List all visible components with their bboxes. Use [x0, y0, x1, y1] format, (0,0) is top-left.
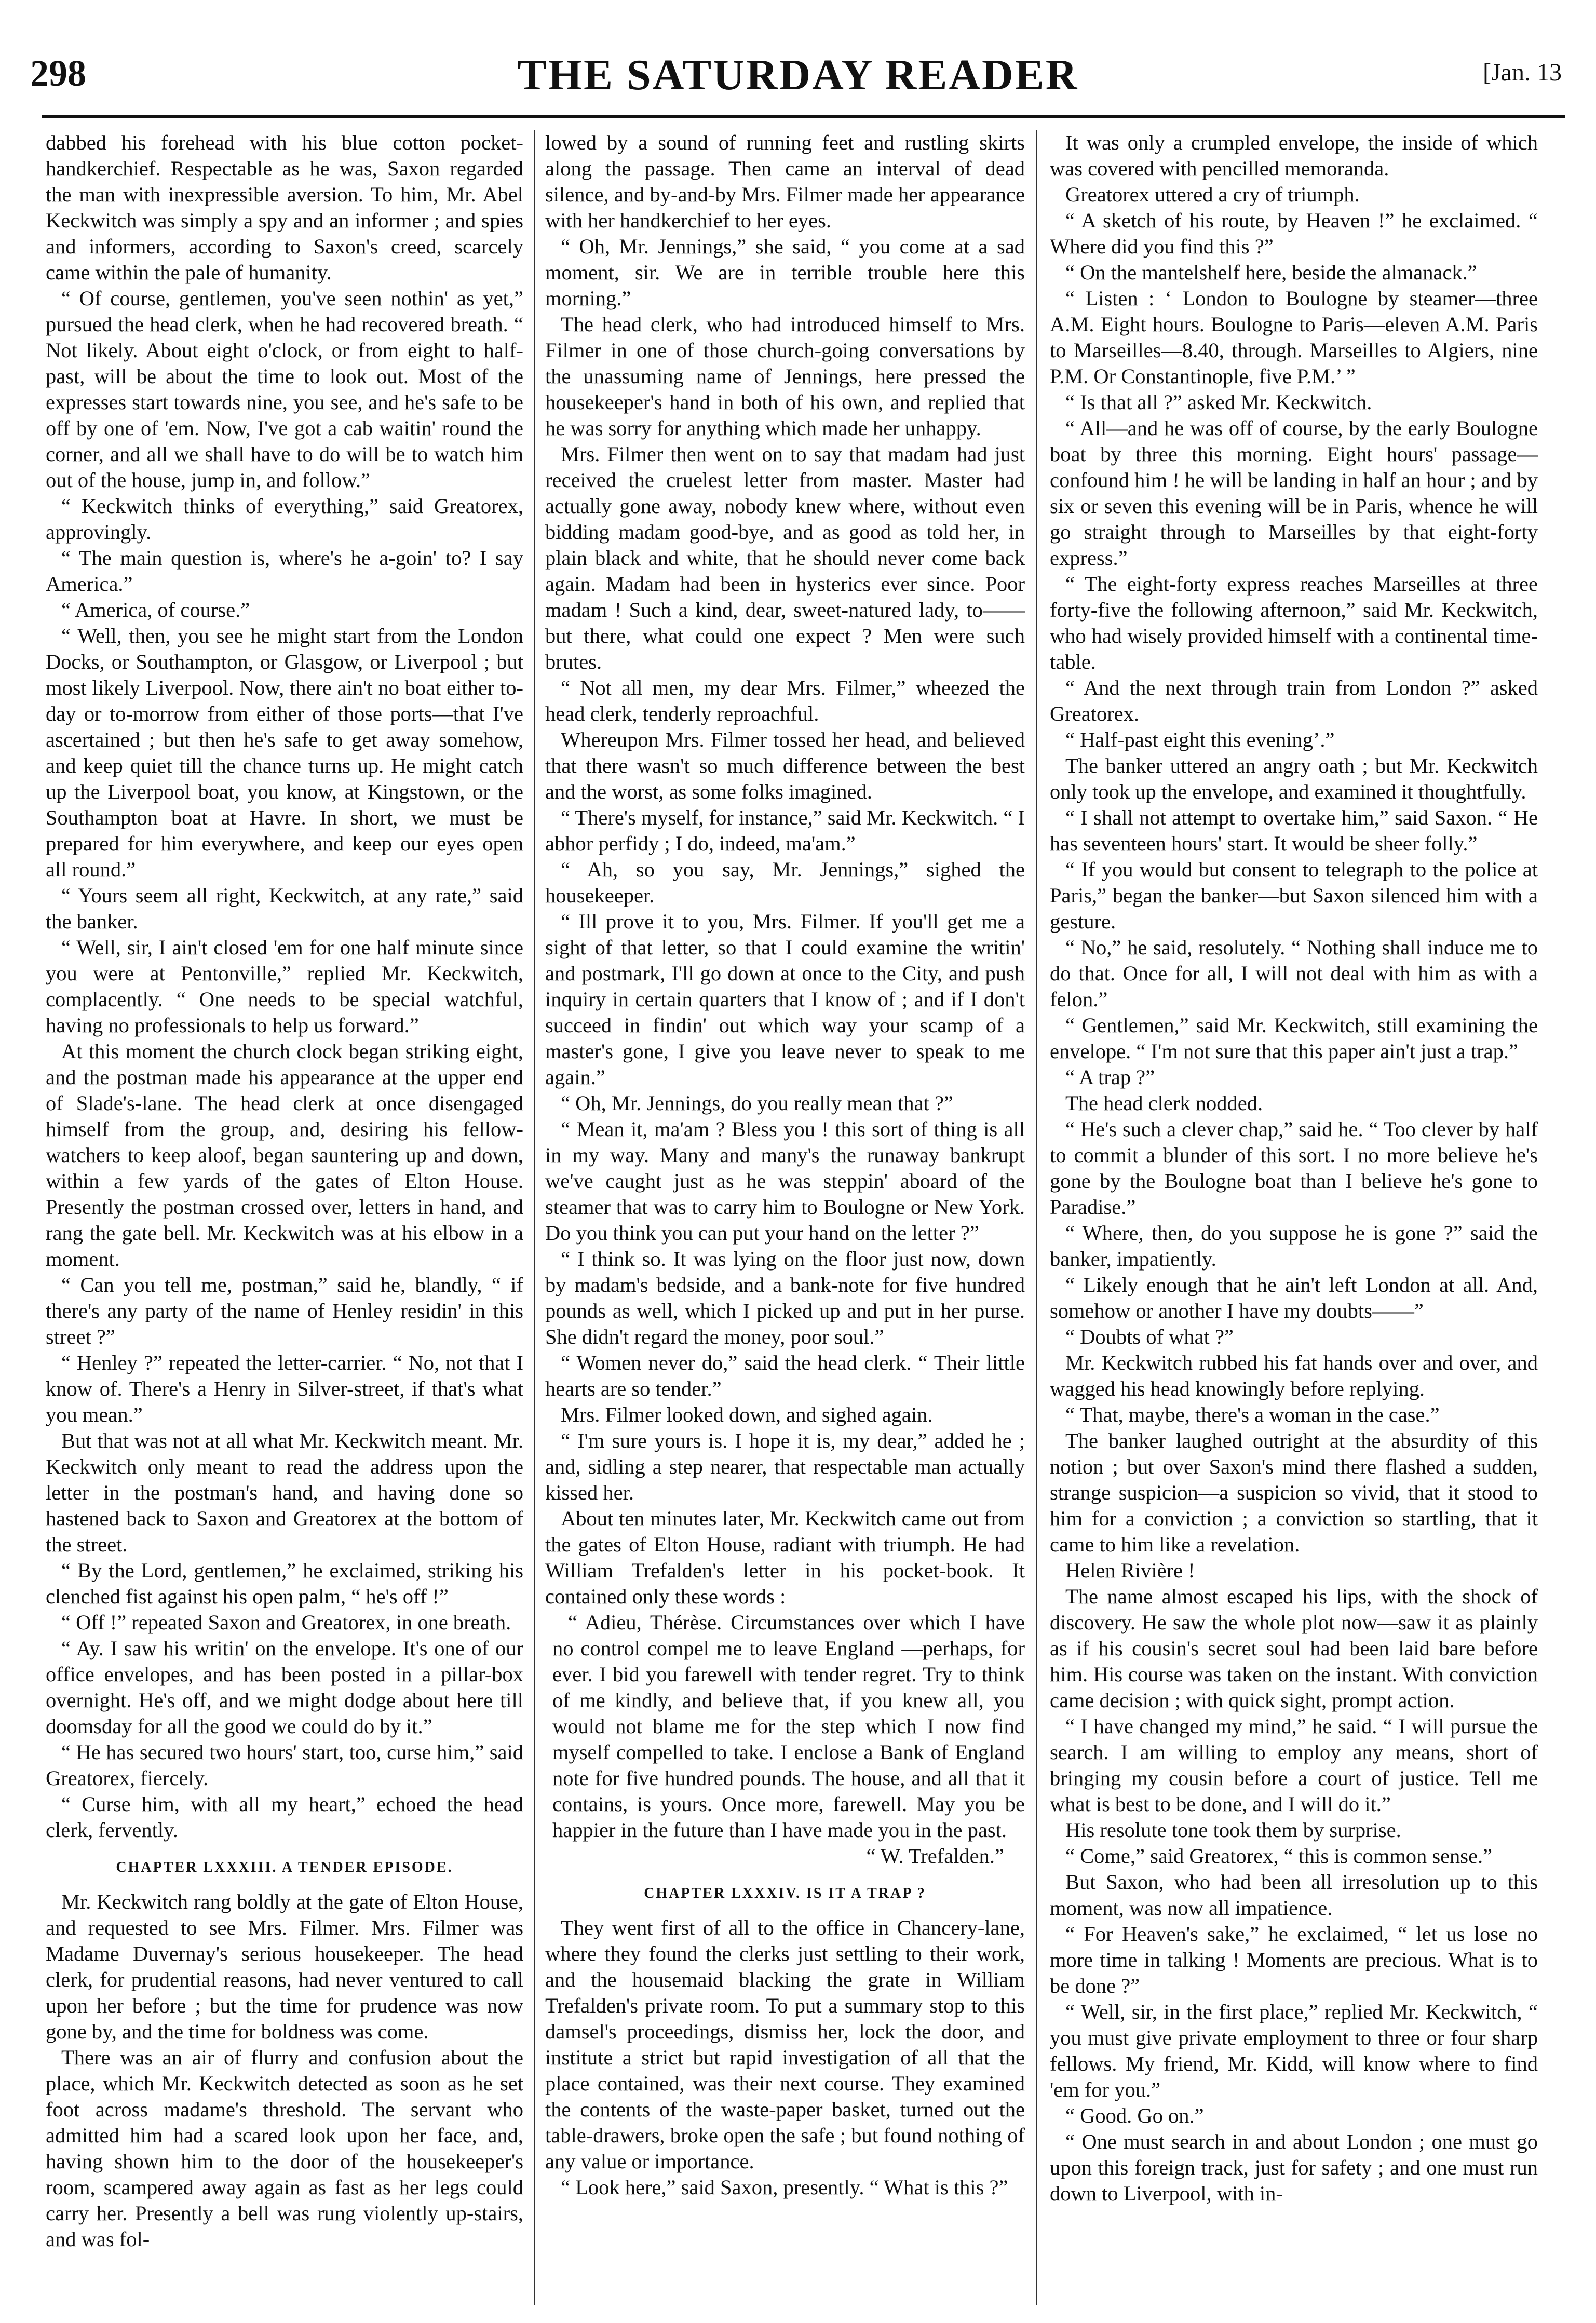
issue-date: [Jan. 13	[1483, 59, 1562, 86]
paragraph: “ For Heaven's sake,” he exclaimed, “ let us lose no more time in talking ! Moments are precious. What is to be done ?”	[1050, 1922, 1538, 1997]
paragraph: “ Curse him, with all my heart,” echoed the head clerk, fervently.	[46, 1792, 523, 1842]
paragraph: “ I shall not attempt to overtake him,” said Saxon. “ He has seventeen hours' start. It would be sheer folly.”	[1050, 806, 1538, 855]
masthead-title: THE SATURDAY READER	[517, 51, 1079, 99]
paragraph: “ A sketch of his route, by Heaven !” he exclaimed. “ Where did you find this ?”	[1050, 209, 1538, 258]
paragraph: “ Can you tell me, postman,” said he, blandly, “ if there's any party of the name of Henley residin' in this street ?”	[46, 1273, 523, 1348]
paragraph: “ Not all men, my dear Mrs. Filmer,” wheezed the head clerk, tenderly reproachful.	[545, 676, 1025, 725]
paragraph: “ No,” he said, resolutely. “ Nothing shall induce me to do that. Once for all, I will not deal with him as with a felon.”	[1050, 936, 1538, 1011]
paragraph: Helen Rivière !	[1065, 1559, 1195, 1582]
paragraph: There was an air of flurry and confusion about the place, which Mr. Keckwitch detected as soon as he set foot across madame's threshold. The servant who admitted him had a scared look upon her face, and, having shown him to the door of the housekeeper's room, scampered away again as fast as her legs could carry her. Presently a bell was rung violently up-stairs, and was fol-	[46, 2046, 523, 2251]
paragraph: “ Keckwitch thinks of everything,” said Greatorex, approvingly.	[46, 494, 523, 544]
chapter-heading: CHAPTER LXXXIII. A TENDER EPISODE.	[116, 1859, 453, 1875]
chapter-heading: CHAPTER LXXXIV. IS IT A TRAP ?	[644, 1885, 926, 1901]
letter-signature: “ W. Trefalden.”	[866, 1844, 1004, 1868]
paragraph: “ Of course, gentlemen, you've seen nothin' as yet,” pursued the head clerk, when he had recovered breath. “ Not likely. About eight o'clock, or from eight to half-past, will be about the time to look out. Most of the expresses start towards nine, you see, and he's safe to be off by one of 'em. Now, I've got a cab waitin' round the corner, and all we shall have to do will be to watch him out of the house, jump in, and follow.”	[46, 287, 523, 492]
paragraph: “ Yours seem all right, Keckwitch, at any rate,” said the banker.	[46, 884, 523, 933]
column-divider	[1036, 130, 1037, 2305]
paragraph: “ On the mantelshelf here, beside the almanack.”	[1065, 261, 1477, 284]
paragraph: At this moment the church clock began striking eight, and the postman made his appearance at the upper end of Slade's-lane. The head clerk at once disengaged himself from the group, and, desiring his fellow-watchers to keep aloof, began sauntering up and down, within a few yards of the gates of Elton House. Presently the postman crossed over, letters in hand, and rang the gate bell. Mr. Keckwitch was at his elbow in a moment.	[46, 1039, 523, 1271]
page-number: 298	[30, 52, 86, 94]
paragraph: Mr. Keckwitch rubbed his fat hands over and over, and wagged his head knowingly before replying.	[1050, 1351, 1538, 1400]
paragraph: “ I think so. It was lying on the floor just now, down by madam's bedside, and a bank-note for five hundred pounds as well, which I picked up and put in her purse. She didn't regard the money, poor soul.”	[545, 1247, 1025, 1348]
paragraph: Whereupon Mrs. Filmer tossed her head, and believed that there wasn't so much difference between the best and the worst, as some folks imagined.	[545, 728, 1025, 803]
paragraph: “ America, of course.”	[61, 598, 250, 622]
paragraph: “ Oh, Mr. Jennings,” she said, “ you come at a sad moment, sir. We are in terrible trouble here this morning.”	[545, 235, 1025, 310]
paragraph: Mr. Keckwitch rang boldly at the gate of Elton House, and requested to see Mrs. Filmer. Mrs. Filmer was Madame Duvernay's serious housekeeper. The head clerk, for prudential reasons, had never ventured to call upon her before ; but the time for prudence was now gone by, and the time for boldness was come.	[46, 1890, 523, 2043]
paragraph: His resolute tone took them by surprise.	[1065, 1818, 1401, 1842]
paragraph: The name almost escaped his lips, with the shock of discovery. He saw the whole plot now—saw it as plainly as if his cousin's secret soul had been laid bare before him. His course was taken on the instant. With conviction came decision ; with quick sight, prompt action.	[1050, 1585, 1538, 1712]
paragraph: “ One must search in and about London ; one must go upon this foreign track, just for safety ; and one must run down to Liverpool, with in-	[1050, 2130, 1538, 2205]
header-rule	[42, 115, 1565, 118]
paragraph: “ Ah, so you say, Mr. Jennings,” sighed the housekeeper.	[545, 858, 1025, 907]
paragraph: lowed by a sound of running feet and rustling skirts along the passage. Then came an interval of dead silence, and by-and-by Mrs. Filmer made her appearance with her handkerchief to her eyes.	[545, 131, 1025, 232]
paragraph: “ Half-past eight this evening’.”	[1065, 728, 1335, 751]
paragraph: “ Look here,” said Saxon, presently. “ What is this ?”	[561, 2176, 1008, 2199]
paragraph: “ The main question is, where's he a-goin' to? I say America.”	[46, 546, 523, 596]
paragraph: “ Well, then, you see he might start from the London Docks, or Southampton, or Glasgow, or Liverpool ; but most likely Liverpool. Now, there ain't no boat either to-day or to-morrow from either of those ports—that I've ascertained ; but then he's safe to get away somehow, and keep quiet till the chance turns up. He might catch up the Liverpool boat, you know, at Kingstown, or the Southampton boat at Havre. In short, we must be prepared for him everywhere, and keep our eyes open all round.”	[46, 624, 523, 881]
paragraph: “ The eight-forty express reaches Marseilles at three forty-five the following afternoon,” said Mr. Keckwitch, who had wisely provided himself with a continental time-table.	[1050, 572, 1538, 673]
paragraph: The head clerk nodded.	[1065, 1091, 1263, 1115]
paragraph: The head clerk, who had introduced himself to Mrs. Filmer in one of those church-going conversations by the unassuming name of Jennings, here pressed the housekeeper's hand in both of his own, and replied that he was sorry for anything which made her unhappy.	[545, 313, 1025, 440]
column-3	[1050, 130, 1538, 2305]
paragraph: “ Mean it, ma'am ? Bless you ! this sort of thing is all in my way. Many and many's the runaway bankrupt we've caught just as he was steppin' aboard of the steamer that was to carry him to Boulogne or New York. Do you think you can put your hand on the letter ?”	[545, 1117, 1025, 1245]
quoted-letter: “ Adieu, Thérèse. Circumstances over which I have no control compel me to leave England —perhaps, for ever. I bid you farewell with tender regret. Try to think of me kindly, and believe that, if you knew all, you would not blame me for the step which I now find myself compelled to take. I enclose a Bank of England note for five hundred pounds. The house, and all that it contains, is yours. Once more, farewell. May you be happier in the future than I have made you in the past.	[552, 1611, 1025, 1842]
paragraph: “ By the Lord, gentlemen,” he exclaimed, striking his clenched fist against his open palm, “ he's off !”	[46, 1559, 523, 1608]
paragraph: “ And the next through train from London ?” asked Greatorex.	[1050, 676, 1538, 725]
paragraph: About ten minutes later, Mr. Keckwitch came out from the gates of Elton House, radiant with triumph. He had William Trefalden's letter in his pocket-book. It contained only these words :	[545, 1507, 1025, 1608]
paragraph: “ If you would but consent to telegraph to the police at Paris,” began the banker—but Saxon silenced him with a gesture.	[1050, 858, 1538, 933]
paragraph: “ Women never do,” said the head clerk. “ Their little hearts are so tender.”	[545, 1351, 1025, 1400]
paragraph: “ He's such a clever chap,” said he. “ Too clever by half to commit a blunder of this sort. I no more believe he's gone by the Boulogne boat than I believe he's gone to Paradise.”	[1050, 1117, 1538, 1219]
paragraph: “ I have changed my mind,” he said. “ I will pursue the search. I am willing to employ any means, short of bringing my cousin before a court of justice. Tell me what is best to be done, and I will do it.”	[1050, 1714, 1538, 1816]
paragraph: “ Off !” repeated Saxon and Greatorex, in one breath.	[61, 1611, 511, 1634]
paragraph: They went first of all to the office in Chancery-lane, where they found the clerks just settling to their work, and the housemaid blacking the grate in William Trefalden's private room. To put a summary stop to this damsel's proceedings, dismiss her, lock the door, and institute a strict but rapid investigation of all that the place contained, was their next course. They examined the contents of the waste-paper basket, turned out the table-drawers, broke open the safe ; but found nothing of any value or importance.	[545, 1916, 1025, 2173]
paragraph: Greatorex uttered a cry of triumph.	[1065, 183, 1360, 206]
paragraph: But Saxon, who had been all irresolution up to this moment, was now all impatience.	[1050, 1870, 1538, 1920]
paragraph: “ All—and he was off of course, by the early Boulogne boat by three this morning. Eight hours' passage—confound him ! he will be landing in half an hour ; and by six or seven this evening will be in Paris, whence he will go straight through to Marseilles by that eight-forty express.”	[1050, 416, 1538, 570]
column-1	[46, 130, 523, 2305]
paragraph: “ Likely enough that he ain't left London at all. And, somehow or another I have my doubts——”	[1050, 1273, 1538, 1322]
paragraph: “ Oh, Mr. Jennings, do you really mean that ?”	[561, 1091, 953, 1115]
paragraph: “ Where, then, do you suppose he is gone ?” said the banker, impatiently.	[1050, 1221, 1538, 1271]
paragraph: “ Listen : ‘ London to Boulogne by steamer—three A.M. Eight hours. Boulogne to Paris—eleven A.M. Paris to Marseilles—8.40, through. Marseilles to Algiers, nine P.M. Or Constantinople, five P.M.’ ”	[1050, 287, 1538, 388]
paragraph: “ Well, sir, in the first place,” replied Mr. Keckwitch, “ you must give private employment to three or four sharp fellows. My friend, Mr. Kidd, will know where to find 'em for you.”	[1050, 2000, 1538, 2101]
paragraph: “ Gentlemen,” said Mr. Keckwitch, still examining the envelope. “ I'm not sure that this paper ain't just a trap.”	[1050, 1014, 1538, 1063]
paragraph: “ Good. Go on.”	[1065, 2104, 1204, 2127]
paragraph: “ That, maybe, there's a woman in the case.”	[1065, 1403, 1440, 1426]
paragraph: Mrs. Filmer then went on to say that madam had just received the cruelest letter from master. Master had actually gone away, nobody knew where, without even bidding madam good-bye, and as good as told her, in plain black and white, that he should never come back again. Madam had been in hysterics ever since. Poor madam ! Such a kind, dear, sweet-natured lady, to——but there, what could one expect ? Men were such brutes.	[545, 442, 1025, 673]
paragraph: dabbed his forehead with his blue cotton pocket-handkerchief. Respectable as he was, Saxon regarded the man with inexpressible aversion. To him, Mr. Abel Keckwitch was simply a spy and an informer ; and spies and informers, according to Saxon's creed, scarcely came within the pale of humanity.	[46, 131, 523, 284]
paragraph: “ He has secured two hours' start, too, curse him,” said Greatorex, fiercely.	[46, 1740, 523, 1790]
paragraph: “ Well, sir, I ain't closed 'em for one half minute since you were at Pentonville,” replied Mr. Keckwitch, complacently. “ One needs to be special watchful, having no professionals to help us forward.”	[46, 936, 523, 1037]
paragraph: But that was not at all what Mr. Keckwitch meant. Mr. Keckwitch only meant to read the address upon the letter in the postman's hand, and having done so hastened back to Saxon and Greatorex at the bottom of the street.	[46, 1429, 523, 1556]
paragraph: “ Ill prove it to you, Mrs. Filmer. If you'll get me a sight of that letter, so that I could examine the writin' and postmark, I'll go down at once to the City, and push inquiry in certain quarters that I know of ; and if I don't succeed in findin' out which way your scamp of a master's gone, I give you leave never to speak to me again.”	[545, 910, 1025, 1089]
paragraph: “ Doubts of what ?”	[1065, 1325, 1234, 1348]
paragraph: “ There's myself, for instance,” said Mr. Keckwitch. “ I abhor perfidy ; I do, indeed, ma'am.”	[545, 806, 1025, 855]
paragraph: “ Is that all ?” asked Mr. Keckwitch.	[1065, 390, 1372, 414]
column-divider	[534, 130, 535, 2305]
column-2	[545, 130, 1025, 2305]
paragraph: “ Henley ?” repeated the letter-carrier. “ No, not that I know of. There's a Henry in Silver-street, if that's what you mean.”	[46, 1351, 523, 1426]
paragraph: Mrs. Filmer looked down, and sighed again.	[561, 1403, 933, 1426]
paragraph: The banker laughed outright at the absurdity of this notion ; but over Saxon's mind there flashed a sudden, strange suspicion—a suspicion so vivid, that it stood to him for a conviction ; a conviction so startling, that it came to him like a revelation.	[1050, 1429, 1538, 1556]
paragraph: The banker uttered an angry oath ; but Mr. Keckwitch only took up the envelope, and examined it thoughtfully.	[1050, 754, 1538, 803]
paragraph: “ A trap ?”	[1065, 1065, 1155, 1089]
paragraph: “ I'm sure yours is. I hope it is, my dear,” added he ; and, sidling a step nearer, that respectable man actually kissed her.	[545, 1429, 1025, 1504]
paragraph: “ Come,” said Greatorex, “ this is common sense.”	[1065, 1844, 1493, 1868]
paragraph: “ Ay. I saw his writin' on the envelope. It's one of our office envelopes, and has been posted in a pillar-box overnight. He's off, and we might dodge about here till doomsday for all the good we could do by it.”	[46, 1637, 523, 1738]
paragraph: It was only a crumpled envelope, the inside of which was covered with pencilled memoranda.	[1050, 131, 1538, 180]
